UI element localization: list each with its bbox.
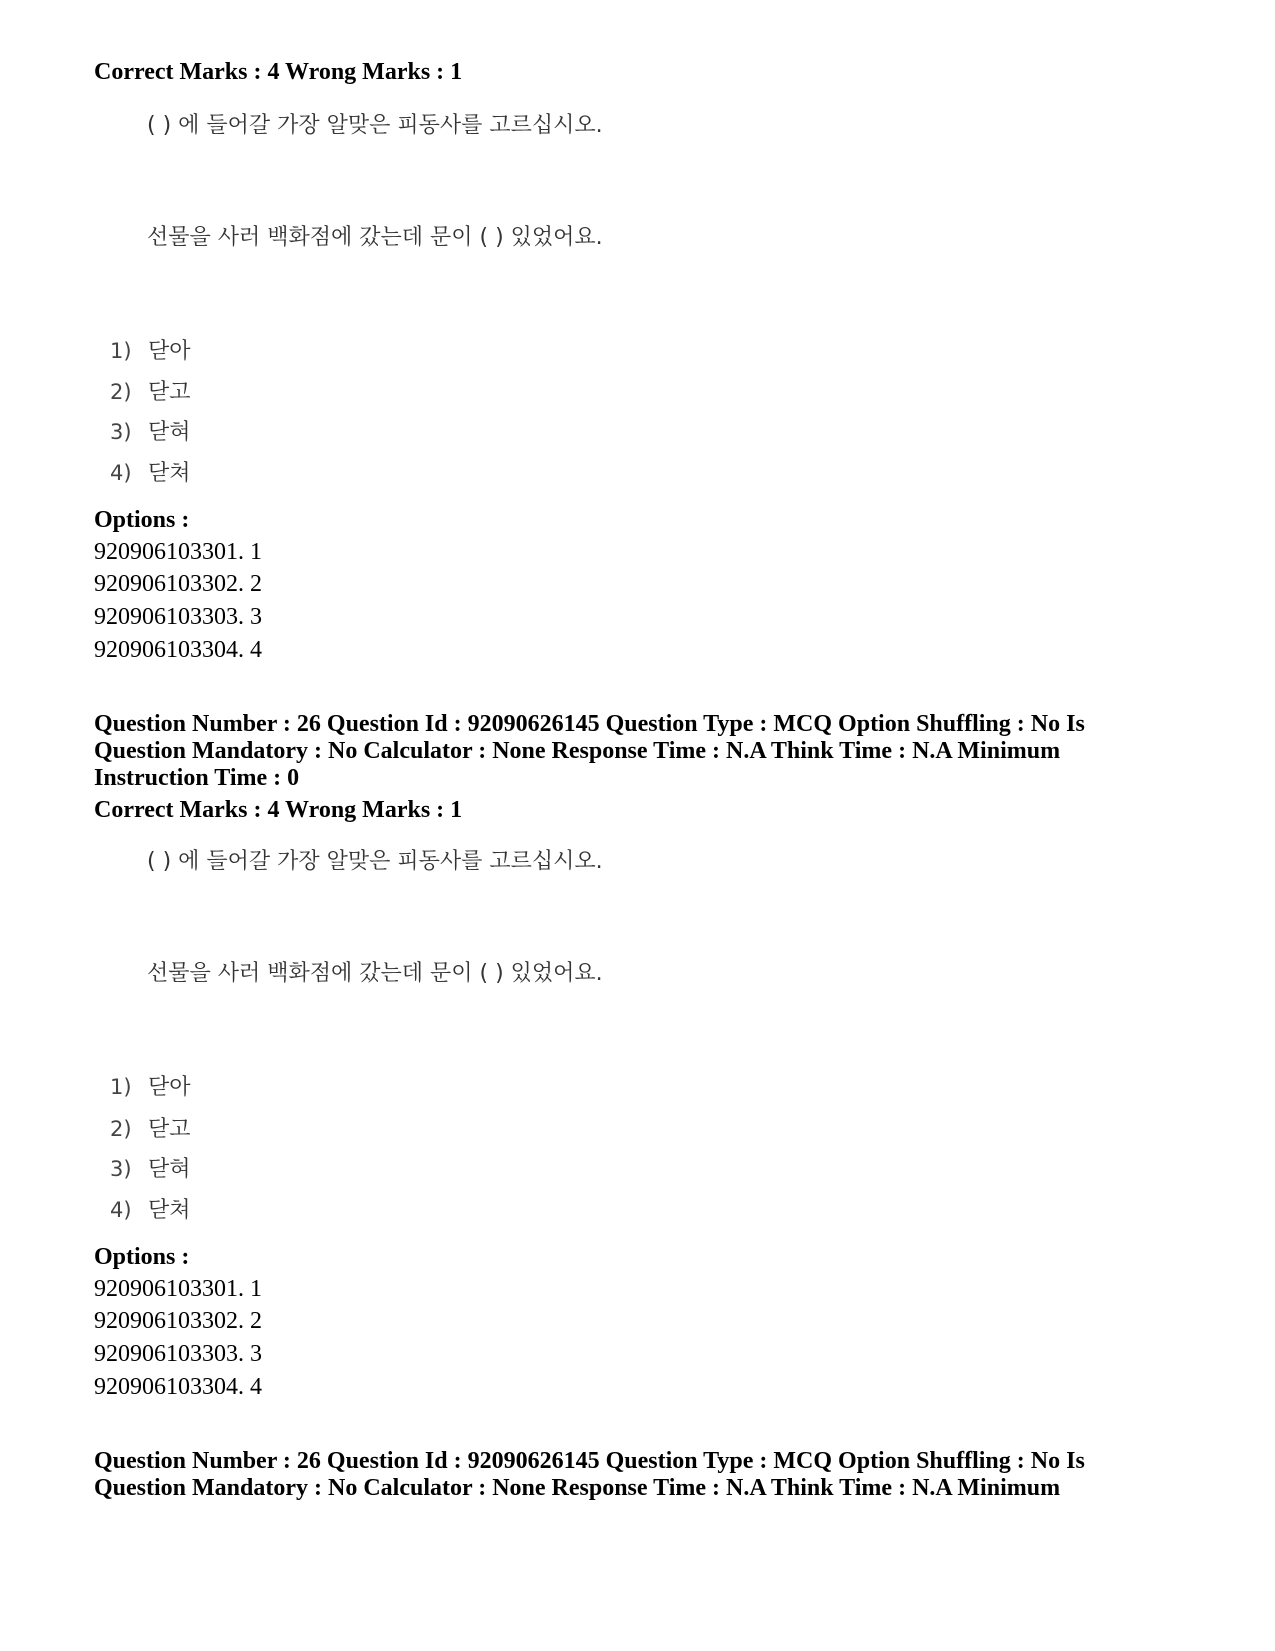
option-line: 920906103304. 4 bbox=[94, 637, 262, 663]
choice-text: 닫고 bbox=[148, 380, 191, 405]
choice-text: 닫아 bbox=[148, 1075, 191, 1100]
choice-number: 2) bbox=[110, 380, 132, 404]
choice-text: 닫쳐 bbox=[148, 461, 191, 486]
choice-item bbox=[110, 378, 191, 407]
correct-marks-line: Correct Marks : 4 Wrong Marks : 1 bbox=[94, 59, 463, 85]
choice-text: 닫혀 bbox=[148, 1157, 191, 1182]
option-line: 920906103302. 2 bbox=[94, 1308, 262, 1334]
choice-text: 닫혀 bbox=[148, 420, 191, 445]
question-sentence: 선물을 사러 백화점에 갔는데 문이 ( ) 있었어요. bbox=[147, 225, 603, 250]
question-header-line: Question Mandatory : No Calculator : None Response Time : N.A Think Time : N.A Minimum bbox=[94, 1475, 1061, 1501]
option-line: 920906103303. 3 bbox=[94, 1341, 262, 1367]
option-line: 920906103304. 4 bbox=[94, 1374, 262, 1400]
choice-item bbox=[110, 337, 191, 366]
choice-item bbox=[110, 1155, 191, 1184]
option-line: 920906103303. 3 bbox=[94, 604, 262, 630]
choice-number: 4) bbox=[110, 461, 132, 485]
choice-text: 닫쳐 bbox=[148, 1198, 191, 1223]
choice-text: 닫고 bbox=[148, 1117, 191, 1142]
correct-marks-line: Correct Marks : 4 Wrong Marks : 1 bbox=[94, 797, 463, 823]
option-line: 920906103301. 1 bbox=[94, 1276, 262, 1302]
question-instruction: ( ) 에 들어갈 가장 알맞은 피동사를 고르십시오. bbox=[147, 113, 603, 138]
choice-number: 1) bbox=[110, 339, 132, 363]
question-sentence: 선물을 사러 백화점에 갔는데 문이 ( ) 있었어요. bbox=[147, 961, 603, 986]
choice-number: 4) bbox=[110, 1198, 132, 1222]
choice-item bbox=[110, 459, 191, 488]
choice-number: 2) bbox=[110, 1117, 132, 1141]
question-instruction: ( ) 에 들어갈 가장 알맞은 피동사를 고르십시오. bbox=[147, 849, 603, 874]
options-label: Options : bbox=[94, 507, 190, 533]
choice-item bbox=[110, 1115, 191, 1144]
option-line: 920906103302. 2 bbox=[94, 571, 262, 597]
option-line: 920906103301. 1 bbox=[94, 539, 262, 565]
choice-item bbox=[110, 418, 191, 447]
choice-number: 1) bbox=[110, 1075, 132, 1099]
question-header-line: Question Mandatory : No Calculator : None Response Time : N.A Think Time : N.A Minimum bbox=[94, 738, 1061, 764]
choice-item bbox=[110, 1196, 191, 1225]
choice-number: 3) bbox=[110, 1157, 132, 1181]
choice-text: 닫아 bbox=[148, 339, 191, 364]
options-label: Options : bbox=[94, 1244, 190, 1270]
question-header-line: Question Number : 26 Question Id : 92090626145 Question Type : MCQ Option Shuffling : No Is bbox=[94, 711, 1085, 737]
choice-number: 3) bbox=[110, 420, 132, 444]
choice-item bbox=[110, 1073, 191, 1102]
question-header-line: Instruction Time : 0 bbox=[94, 765, 300, 791]
question-header-line: Question Number : 26 Question Id : 92090626145 Question Type : MCQ Option Shuffling : No Is bbox=[94, 1448, 1085, 1474]
